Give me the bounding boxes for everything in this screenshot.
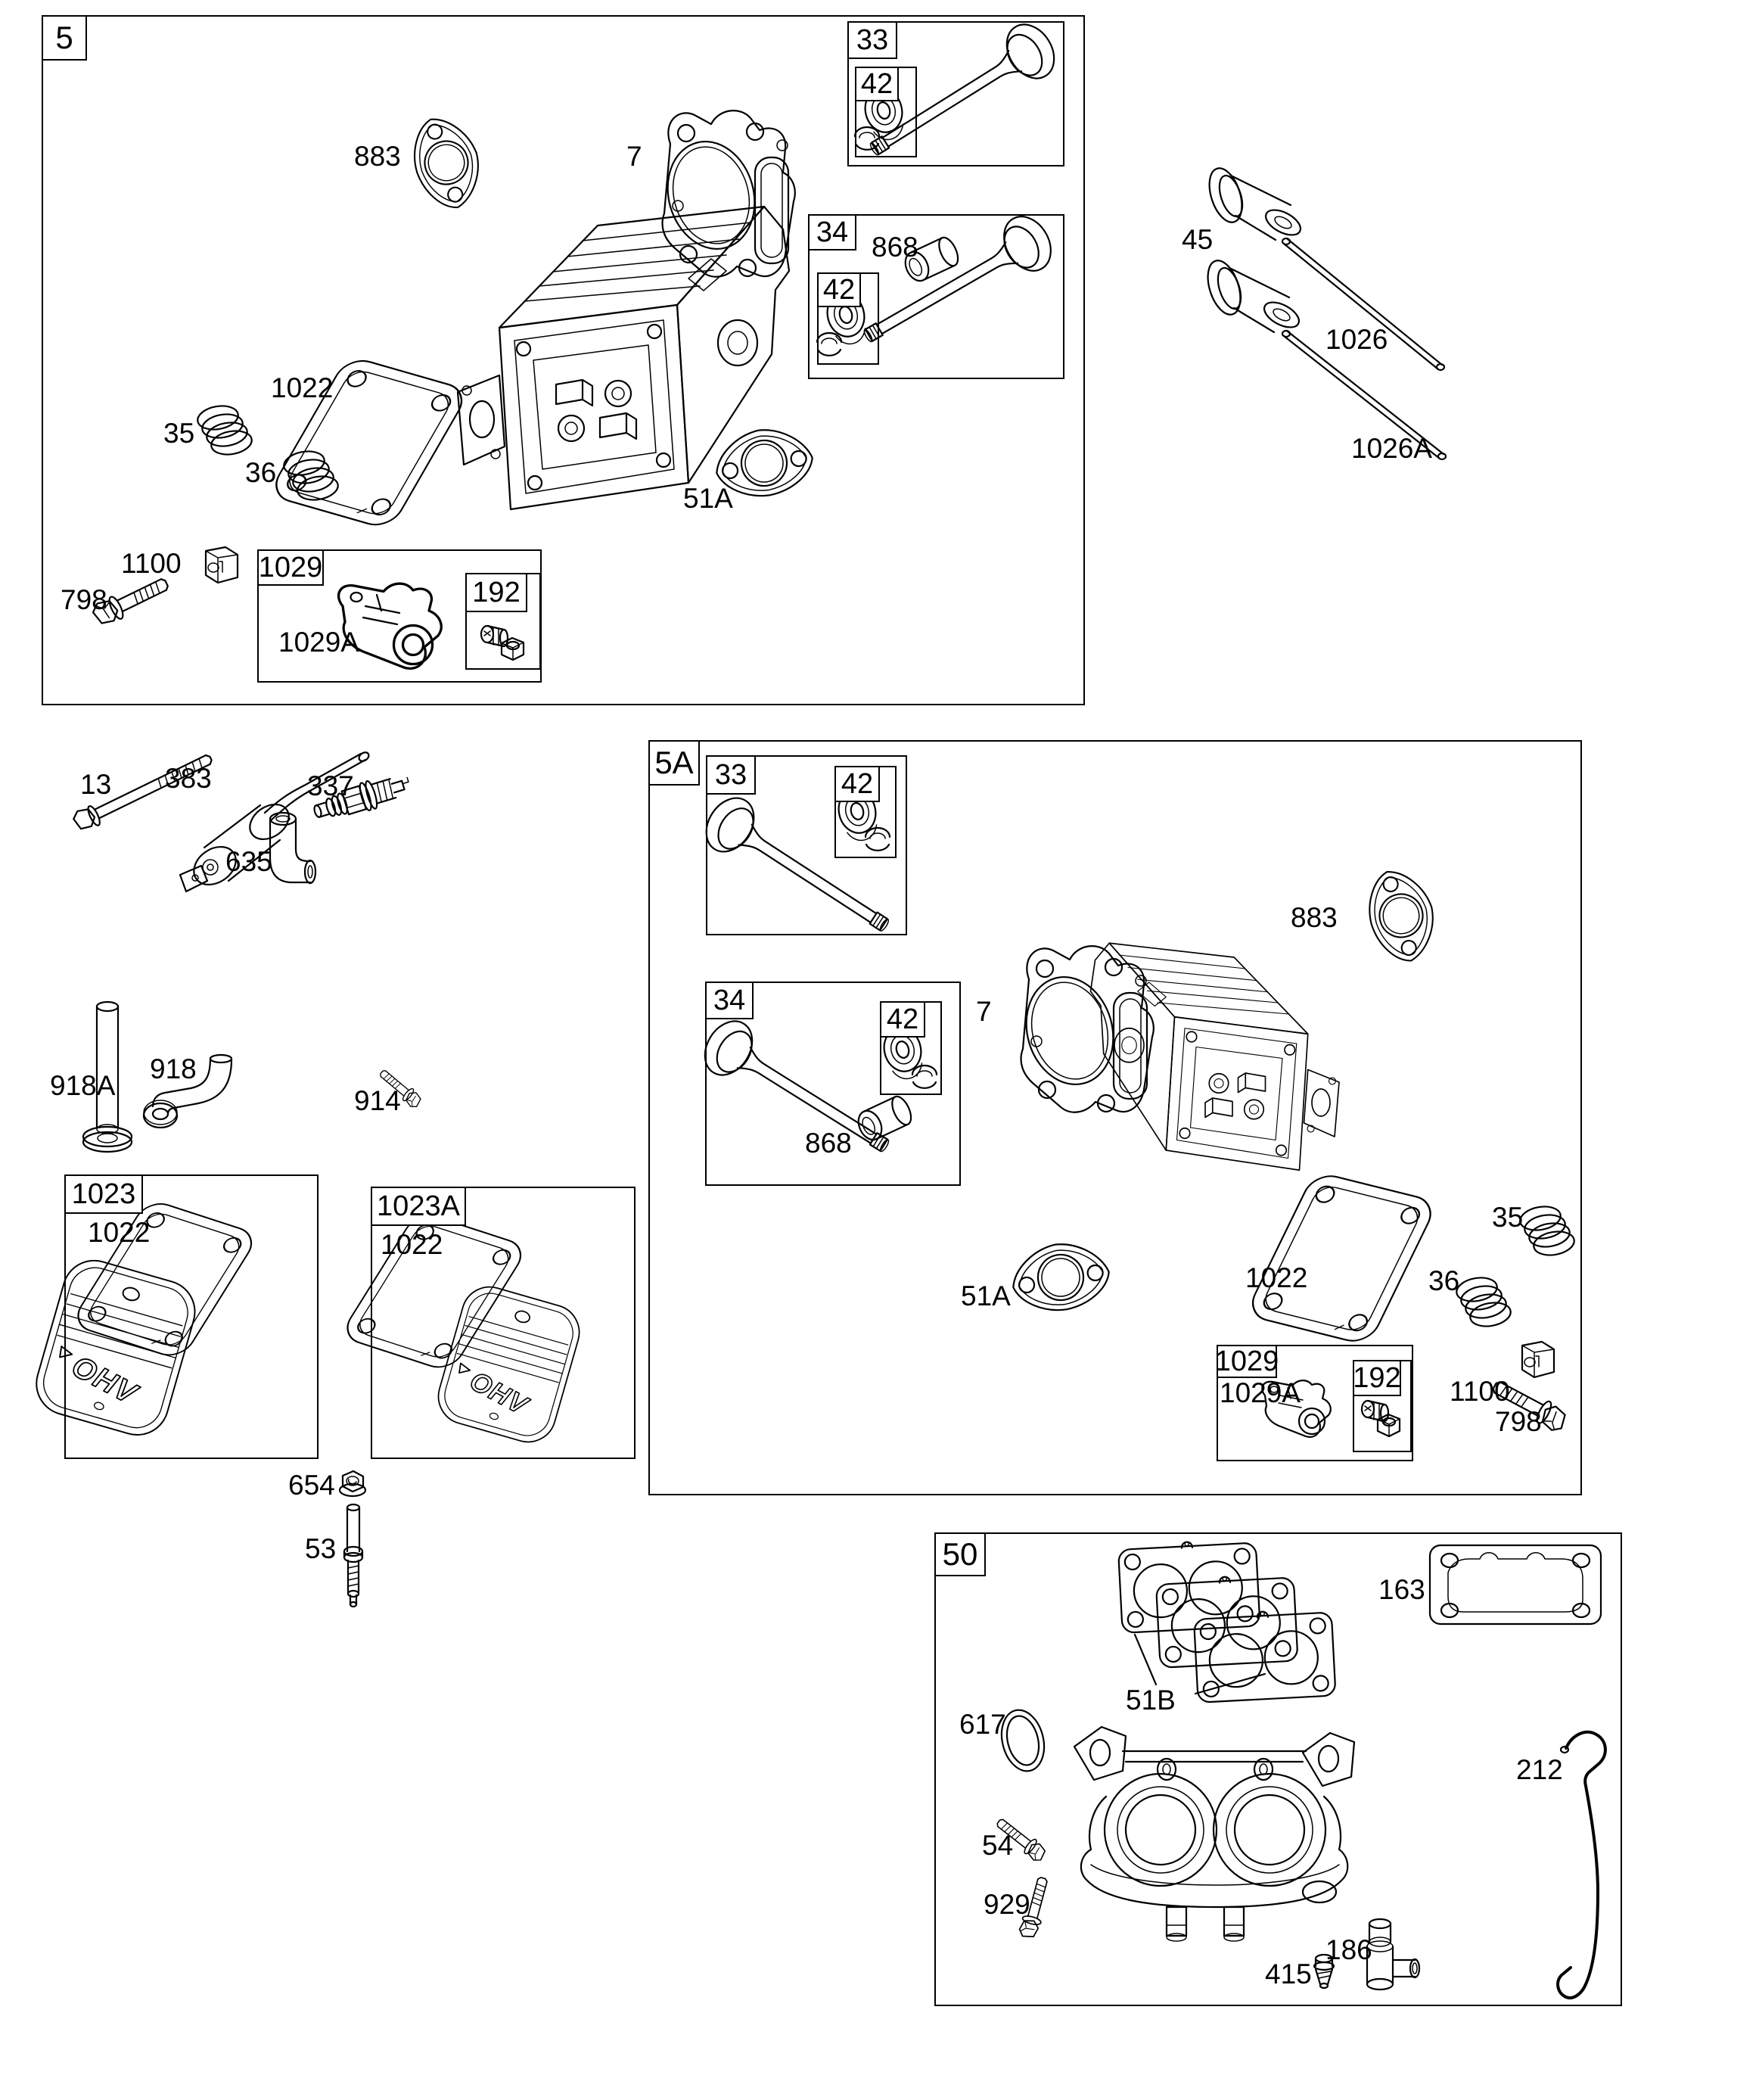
group-label-33: 33 (849, 23, 897, 59)
callout-7: 7 (626, 141, 642, 172)
callout-383: 383 (165, 763, 212, 794)
group-label-42: 42 (856, 68, 899, 101)
group-label-34-5a: 34 (707, 983, 754, 1019)
callout-1022-5a: 1022 (1245, 1262, 1308, 1293)
callout-918a: 918A (50, 1070, 116, 1101)
group-label-192: 192 (467, 574, 527, 612)
callout-868-5a: 868 (805, 1128, 852, 1159)
callout-337: 337 (307, 770, 354, 801)
callout-51a-5a: 51A (961, 1280, 1011, 1311)
group-label-1029-5a: 1029 (1214, 1345, 1279, 1377)
callout-1100: 1100 (121, 548, 182, 579)
group-box-42 (855, 67, 917, 157)
callout-883-5a: 883 (1291, 902, 1338, 933)
callout-868: 868 (872, 232, 918, 263)
callout-51a: 51A (683, 483, 733, 514)
group-box-192-5a (1353, 1360, 1412, 1452)
callout-1029a: 1029A (278, 627, 359, 658)
callout-617: 617 (959, 1709, 1006, 1740)
group-label-192-5a: 192 (1354, 1361, 1401, 1396)
section-label-5: 5 (43, 17, 87, 61)
section-label-50: 50 (936, 1534, 986, 1576)
group-box-192 (465, 573, 541, 670)
callout-36: 36 (245, 457, 277, 488)
callout-1022: 1022 (271, 372, 334, 403)
group-box-42b (817, 272, 879, 365)
group-label-1023: 1023 (66, 1176, 143, 1214)
callout-918: 918 (150, 1053, 197, 1084)
stud-53-drawing (344, 1504, 362, 1607)
group-box-42b-5a (880, 1001, 942, 1095)
ohv-logo-text: OHV (465, 1366, 533, 1421)
flange-nut-654-drawing (340, 1471, 365, 1496)
group-label-42b: 42 (819, 274, 861, 307)
callout-13: 13 (80, 769, 112, 800)
callout-1029a-5a: 1029A (1220, 1377, 1301, 1408)
group-label-33-5a: 33 (707, 757, 756, 795)
callout-53: 53 (305, 1533, 337, 1564)
callout-163: 163 (1378, 1574, 1425, 1605)
callout-45: 45 (1182, 224, 1214, 255)
callout-654: 654 (288, 1470, 335, 1501)
group-label-1029: 1029 (259, 551, 324, 586)
callout-1022-1023: 1022 (88, 1217, 151, 1248)
callout-7-5a: 7 (976, 996, 992, 1027)
section-label-5a: 5A (650, 742, 700, 786)
callout-1022-1023a: 1022 (381, 1229, 443, 1260)
callout-883: 883 (354, 141, 401, 172)
callout-914: 914 (354, 1085, 401, 1116)
callout-635: 635 (225, 846, 272, 877)
group-label-34: 34 (810, 216, 856, 250)
callout-798: 798 (61, 584, 107, 615)
callout-35: 35 (163, 418, 195, 449)
group-box-42-5a (834, 766, 897, 858)
group-label-42b-5a: 42 (881, 1003, 925, 1038)
group-label-1023a: 1023A (372, 1188, 466, 1226)
group-box-1023a (371, 1187, 636, 1459)
ohv-logo-text: OHV (66, 1349, 143, 1411)
tappet-45-drawing (1203, 164, 1304, 240)
callout-212: 212 (1516, 1754, 1563, 1785)
callout-929: 929 (984, 1889, 1030, 1920)
callout-798-5a: 798 (1495, 1406, 1542, 1437)
callout-36-5a: 36 (1428, 1265, 1460, 1296)
callout-51b: 51B (1126, 1685, 1176, 1716)
callout-1026a: 1026A (1351, 433, 1432, 464)
tappet-45b-drawing (1201, 257, 1303, 332)
group-label-42-5a: 42 (836, 767, 880, 802)
callout-35-5a: 35 (1492, 1202, 1524, 1233)
callout-186: 186 (1325, 1934, 1372, 1965)
spark-plug-boot-635-drawing (270, 813, 315, 883)
callout-1100-5a: 1100 (1450, 1376, 1510, 1407)
callout-415: 415 (1265, 1958, 1312, 1990)
callout-54: 54 (982, 1830, 1014, 1861)
callout-1026: 1026 (1325, 324, 1388, 355)
